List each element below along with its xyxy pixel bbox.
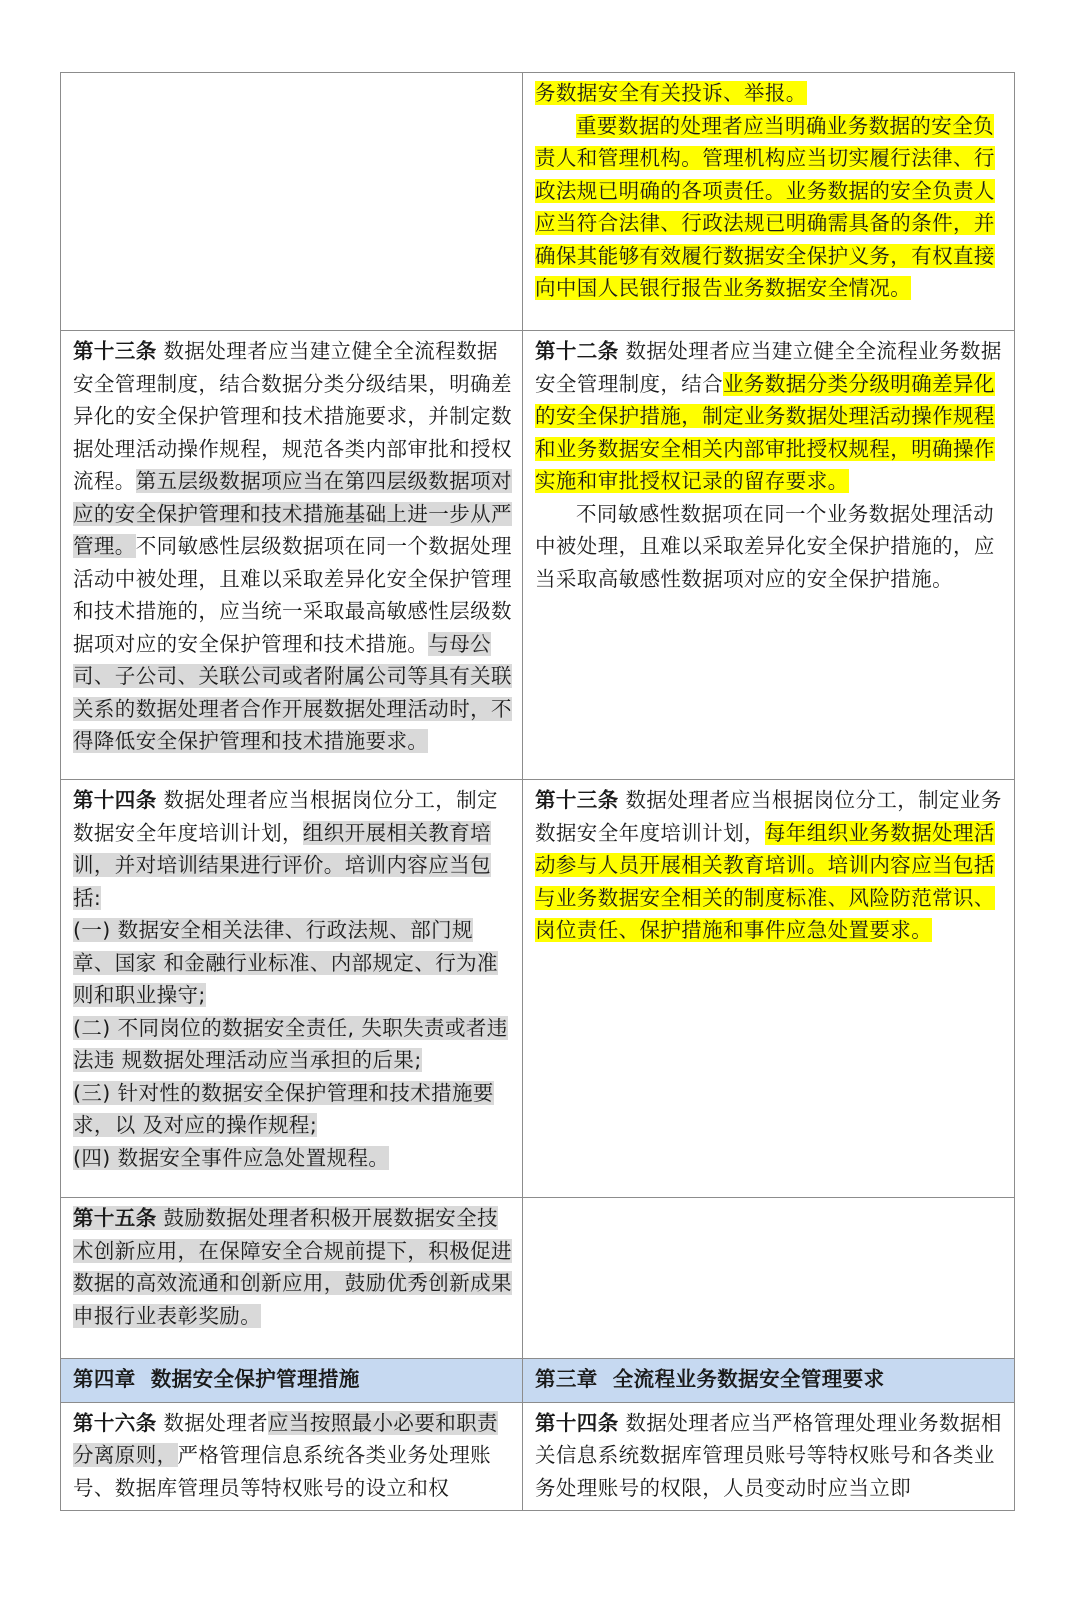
old-text-cell	[61, 1198, 523, 1359]
chapter-title-new: 第三章 全流程业务数据安全管理要求	[523, 1359, 1015, 1403]
highlighted-text: 务数据安全有关投诉、举报。	[535, 81, 807, 105]
article-text: 数据处理者应当严格管理处理业务数据相关信息系统数据库管理员账号等特权账号和各类业务处理账号的权限，人员变动时应当立即	[535, 1410, 1002, 1500]
article-text: 不同敏感性层级数据项在同一个数据处理活动中被处理，且难以采取差异化安全保护管理和技术措施的，应当统一采取最高敏感性层级数据项对应的安全保护管理和技术措施。	[73, 534, 512, 656]
article-text: 数据处理者应当根据岗位分工，制定数据安全年度培训计划，	[73, 788, 498, 845]
list-item: (一) 数据安全相关法律、行政法规、部门规章、国家 和金融行业标准、内部规定、行为准则和职业操守;	[73, 918, 498, 1007]
gray-marked-text: 应当按照最小必要和职责分离原则，	[73, 1410, 498, 1467]
old-text-cell	[61, 780, 523, 1198]
article-text: 数据处理者应当根据岗位分工，制定业务数据安全年度培训计划，	[535, 788, 1002, 845]
highlighted-text: 每年组织业务数据处理活动参与人员开展相关教育培训。培训内容应当包括与业务数据安全相关的制度标准、风险防范常识、岗位责任、保护措施和事件应急处置要求。	[535, 820, 995, 942]
article-number: 第十五条	[73, 1206, 157, 1230]
article-number: 第十三条	[535, 788, 619, 812]
article-text: 数据处理者应当建立健全全流程数据安全管理制度，结合数据分类分级结果，明确差异化的安全保护管理和技术措施要求，并制定数据处理活动操作规程，规范各类内部审批和授权流程。	[73, 339, 512, 493]
gray-marked-text: 与母公司、子公司、关联公司或者附属公司等具有关联关系的数据处理者合作开展数据处理活动时，不得降低安全保护管理和技术措施要求。	[73, 631, 512, 753]
table-row	[61, 780, 1015, 1198]
table-row	[61, 1198, 1015, 1359]
article-text: 数据处理者	[156, 1410, 269, 1435]
gray-marked-text: 鼓励数据处理者积极开展数据安全技术创新应用，在保障安全合规前提下，积极促进数据的高效流通和创新应用，鼓励优秀创新成果申报行业表彰奖励。	[73, 1206, 512, 1328]
old-text-cell	[61, 73, 523, 331]
table-row	[61, 1402, 1015, 1511]
article-number: 第十三条	[73, 339, 157, 363]
article-number: 第十四条	[73, 788, 157, 812]
regulation-comparison-table	[60, 72, 1015, 1511]
old-text-cell	[61, 331, 523, 780]
gray-marked-text: 组织开展相关教育培训，并对培训结果进行评价。培训内容应当包括:	[73, 820, 492, 910]
list-item: (二) 不同岗位的数据安全责任, 失职失责或者违法违 规数据处理活动应当承担的后果;	[73, 1015, 508, 1072]
article-text: 不同敏感性数据项在同一个业务数据处理活动中被处理，且难以采取差异化安全保护措施的，应当采取高敏感性数据项对应的安全保护措施。	[535, 501, 995, 591]
highlighted-text: 重要数据的处理者应当明确业务数据的安全负责人和管理机构。管理机构应当切实履行法律、行政法规已明确的各项责任。业务数据的安全负责人应当符合法律、行政法规已明确需具备的条件，并确保其能够有效履行数据安全保护义务，有权直接向中国人民银行报告业务数据安全情况。	[535, 113, 995, 300]
list-item: (四) 数据安全事件应急处置规程。	[73, 1145, 390, 1170]
list-item: (三) 针对性的数据安全保护管理和技术措施要求，以 及对应的操作规程;	[73, 1080, 494, 1137]
new-text-cell	[523, 1198, 1015, 1359]
gray-marked-text: 第五层级数据项应当在第四层级数据项对应的安全保护管理和技术措施基础上进一步从严管理。	[73, 469, 512, 558]
new-text-cell	[523, 780, 1015, 1198]
old-text-cell	[61, 1402, 523, 1511]
table-row	[61, 331, 1015, 780]
new-text-cell	[523, 331, 1015, 780]
article-number: 第十四条	[535, 1410, 619, 1435]
chapter-header-row	[61, 1359, 1015, 1403]
article-number: 第十六条	[73, 1410, 157, 1435]
chapter-title-old: 第四章 数据安全保护管理措施	[61, 1359, 523, 1403]
table-row	[61, 73, 1015, 331]
article-text: 数据处理者应当建立健全全流程业务数据安全管理制度，结合	[535, 339, 1002, 396]
new-text-cell	[523, 1402, 1015, 1511]
new-text-cell	[523, 73, 1015, 331]
highlighted-text: 业务数据分类分级明确差异化的安全保护措施，制定业务数据处理活动操作规程和业务数据安全相关内部审批授权规程，明确操作实施和审批授权记录的留存要求。	[535, 371, 995, 493]
article-number: 第十二条	[535, 339, 619, 363]
article-text: 严格管理信息系统各类业务处理账号、数据库管理员等特权账号的设立和权	[73, 1443, 491, 1500]
